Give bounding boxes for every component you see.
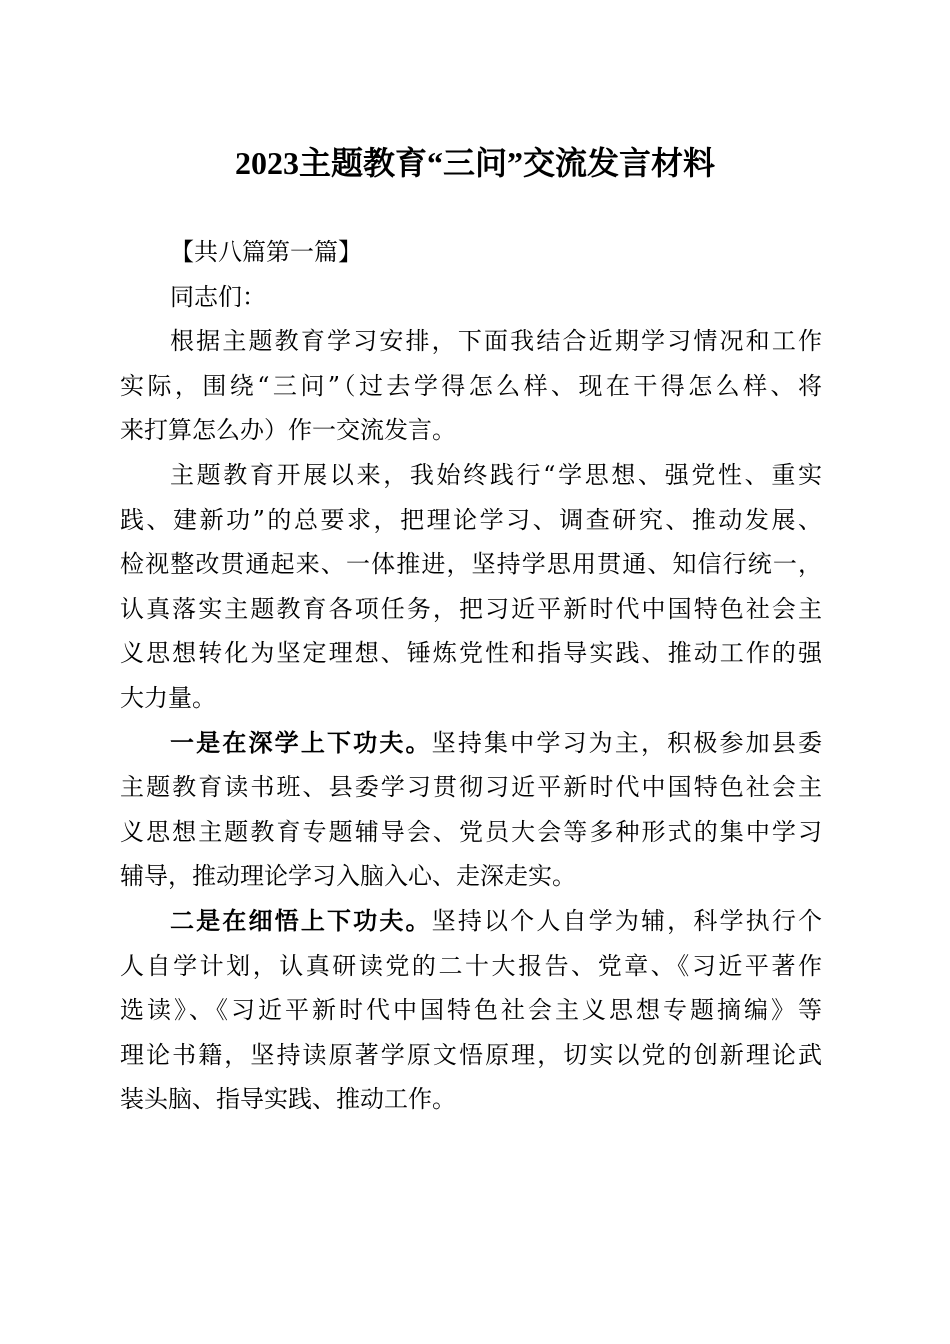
line-text: 辅导，推动理论学习入脑入心、走深走实。 xyxy=(120,862,576,891)
line-text: 人自学计划，认真研读党的二十大报告、党章、《习近平著作 xyxy=(120,951,822,980)
line-text: 坚持集中学习为主，积极参加县委 xyxy=(431,728,823,757)
text-line xyxy=(120,1033,822,1078)
text-line xyxy=(120,453,822,498)
line-text: 践、建新功”的总要求，把理论学习、调查研究、推动发展、 xyxy=(120,505,822,534)
text-line xyxy=(120,542,822,587)
text-line xyxy=(120,631,822,676)
paragraph xyxy=(120,453,822,721)
paragraph-lead: 一是在深学上下功夫。 xyxy=(170,727,432,757)
text-line xyxy=(120,319,822,364)
text-line xyxy=(120,988,822,1033)
line-text: 根据主题教育学习安排，下面我结合近期学习情况和工作 xyxy=(170,327,822,356)
text-line xyxy=(120,1077,822,1122)
text-line xyxy=(120,765,822,810)
text-line xyxy=(120,721,822,766)
paragraph xyxy=(120,721,822,899)
line-text: 义思想转化为坚定理想、锤炼党性和指导实践、推动工作的强 xyxy=(120,639,822,668)
line-text: 检视整改贯通起来、一体推进，坚持学思用贯通、知信行统一， xyxy=(120,550,822,579)
text-line xyxy=(120,408,822,453)
text-line xyxy=(120,676,822,721)
text-line xyxy=(120,230,822,275)
line-text: 装头脑、指导实践、推动工作。 xyxy=(120,1085,456,1114)
paragraph-lead: 二是在细悟上下功夫。 xyxy=(170,905,432,935)
text-line xyxy=(120,498,822,543)
line-text: 同志们： xyxy=(170,282,266,311)
text-line xyxy=(120,854,822,899)
paragraph xyxy=(120,319,822,453)
line-text: 大力量。 xyxy=(120,683,216,712)
line-text: 义思想主题教育专题辅导会、党员大会等多种形式的集中学习 xyxy=(120,817,822,846)
paragraph xyxy=(120,899,822,1122)
line-text: 认真落实主题教育各项任务，把习近平新时代中国特色社会主 xyxy=(120,594,822,623)
line-text: 主题教育读书班、县委学习贯彻习近平新时代中国特色社会主 xyxy=(120,773,822,802)
document-body xyxy=(120,230,822,1122)
line-text: 主题教育开展以来，我始终践行“学思想、强党性、重实 xyxy=(170,460,822,489)
paragraph xyxy=(120,275,822,320)
line-text: 选读》、《习近平新时代中国特色社会主义思想专题摘编》等 xyxy=(120,996,822,1025)
text-line xyxy=(120,275,822,320)
line-text: 实际，围绕“三问”（过去学得怎么样、现在干得怎么样、将 xyxy=(120,371,822,400)
line-text: 坚持以个人自学为辅，科学执行个 xyxy=(431,906,823,935)
line-text: 理论书籍，坚持读原著学原文悟原理，切实以党的创新理论武 xyxy=(120,1040,822,1069)
line-text: 【共八篇第一篇】 xyxy=(170,238,362,266)
text-line xyxy=(120,944,822,989)
line-text: 来打算怎么办）作一交流发言。 xyxy=(120,416,456,445)
text-line xyxy=(120,587,822,632)
paragraph xyxy=(120,230,822,275)
text-line xyxy=(120,899,822,944)
document-title: 2023主题教育“三问”交流发言材料 xyxy=(234,145,715,181)
text-line xyxy=(120,810,822,855)
text-line xyxy=(120,364,822,409)
